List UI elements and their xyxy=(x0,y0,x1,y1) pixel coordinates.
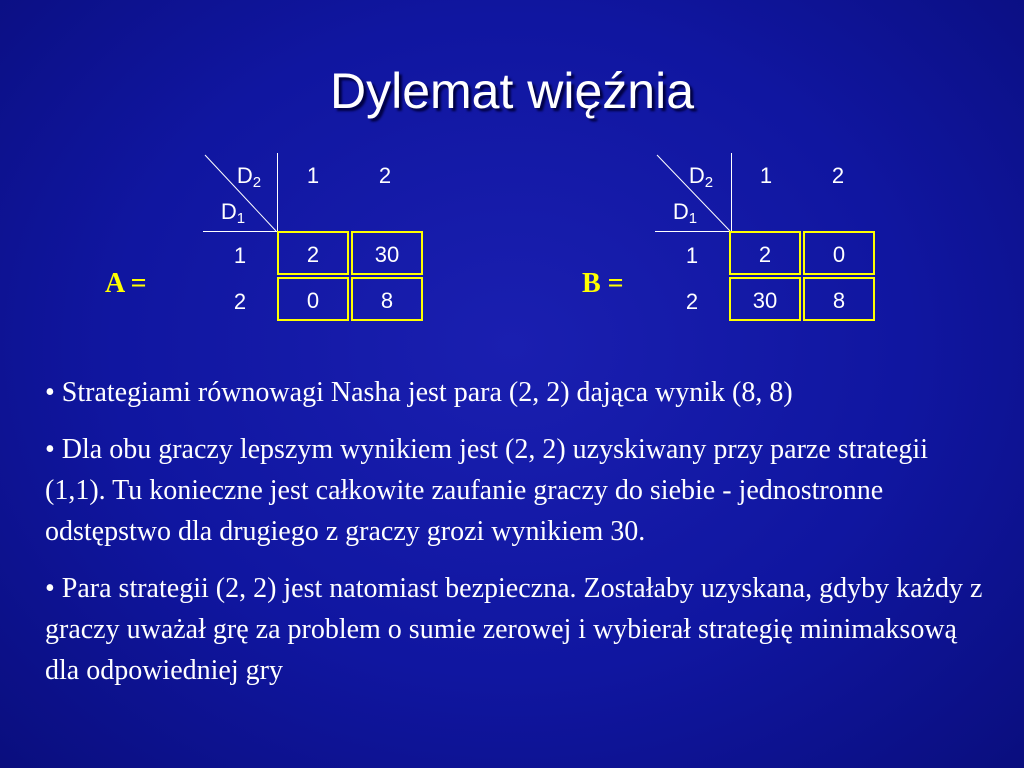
matrix-a-header-hline xyxy=(203,231,277,232)
matrix-a-cell: 30 xyxy=(351,231,423,275)
matrix-a-row-label: 1 xyxy=(233,243,247,268)
matrix-a-cell: 2 xyxy=(277,231,349,275)
matrix-b-col-label: 2 xyxy=(831,163,845,188)
matrix-b-cell: 2 xyxy=(729,231,801,275)
matrix-a-row-player: $D_1$ xyxy=(220,199,246,227)
payoff-matrix-b xyxy=(655,153,877,323)
matrix-a-cell: 8 xyxy=(351,277,423,321)
matrix-a-cell: 0 xyxy=(277,277,349,321)
bullet-item: • Para strategii (2, 2) jest natomiast bezpieczna. Zostałaby uzyskana, gdyby każdy z graczy uważał grę za problem o sumie zerowej i wybierał strategię minimaksową dla odpowiedniej gry xyxy=(45,573,983,686)
matrix-a-col-label: 1 xyxy=(306,163,320,188)
bullet-item: • Strategiami równowagi Nasha jest para (2, 2) dająca wynik (8, 8) xyxy=(45,377,793,408)
matrix-b-row-label: 2 xyxy=(685,289,699,314)
matrix-b-cell: 8 xyxy=(803,277,875,321)
matrix-b-col-player: $D_2$ xyxy=(688,163,714,191)
matrix-a-header-vline xyxy=(277,153,278,231)
matrix-a-label: A = xyxy=(105,268,147,299)
matrix-b-cell: 30 xyxy=(729,277,801,321)
matrix-b-header-hline xyxy=(655,231,731,232)
matrix-b-label: B = xyxy=(582,268,624,299)
matrix-a-row-label: 2 xyxy=(233,289,247,314)
bullet-item: • Dla obu graczy lepszym wynikiem jest (2, 2) uzyskiwany przy parze strategii (1,1). Tu konieczne jest całkowite zaufanie graczy do siebie - jednostronne odstępstwo dla drugiego z graczy grozi wynikiem 30. xyxy=(45,434,928,547)
bullet-list xyxy=(45,372,995,707)
matrix-b-row-player: $D_1$ xyxy=(672,199,698,227)
slide-title: Dylemat więźnia xyxy=(329,63,694,119)
matrix-b-header-vline xyxy=(731,153,732,231)
payoff-matrix-a xyxy=(203,153,425,323)
matrix-a-col-player: $D_2$ xyxy=(236,163,262,191)
matrix-b-cell: 0 xyxy=(803,231,875,275)
matrix-a-col-label: 2 xyxy=(378,163,392,188)
matrix-b-row-label: 1 xyxy=(685,243,699,268)
matrix-b-col-label: 1 xyxy=(759,163,773,188)
